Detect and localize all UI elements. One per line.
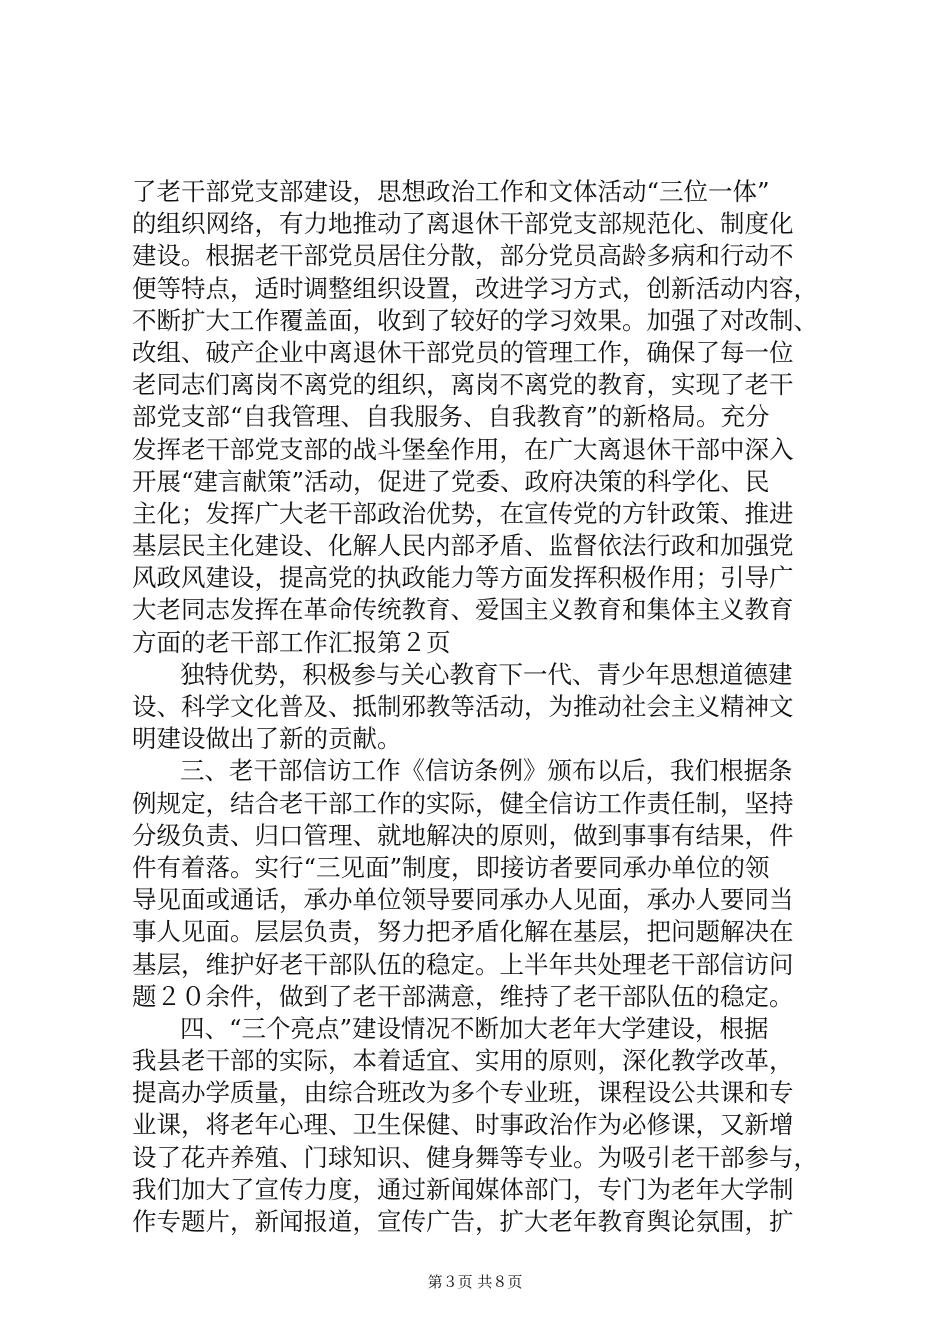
text-line: 了老干部党支部建设，思想政治工作和文体活动“三位一体”: [132, 177, 770, 206]
text-line: 开展“建言献策”活动，促进了党委、政府决策的科学化、民: [132, 466, 770, 496]
page-footer: [0, 1272, 950, 1292]
text-line: 事人见面。层层负责，努力把矛盾化解在基层，把问题解决在: [132, 917, 794, 947]
text-line: 风政风建设，提高党的执政能力等方面发挥积极作用；引导广: [132, 563, 794, 593]
text-line: 部党支部“自我管理、自我服务、自我教育”的新格局。充分: [132, 402, 770, 432]
text-line: 分级负责、归口管理、就地解决的原则，做到事事有结果，件: [132, 820, 794, 850]
text-line: 设、科学文化普及、抵制邪教等活动，为推动社会主义精神文: [132, 692, 794, 721]
text-line: 件有着落。实行“三见面”制度，即接访者要同承办单位的领: [132, 852, 770, 882]
document-body: [132, 176, 822, 1238]
text-line: 设了花卉养殖、门球知识、健身舞等专业。为吸引老干部参与，: [132, 1142, 818, 1172]
text-line: 老同志们离岗不离党的组织，离岗不离党的教育，实现了老干: [132, 370, 794, 400]
paragraph-first-line: 独特优势，积极参与关心教育下一代、青少年思想道德建: [180, 659, 793, 689]
text-line: 基层民主化建设、化解人民内部矛盾、监督依法行政和加强党: [132, 531, 794, 561]
paragraph-first-line: 四、“三个亮点”建设情况不断加大老年大学建设，根据: [180, 1013, 769, 1043]
text-line: 作专题片，新闻报道，宣传广告，扩大老年教育舆论氛围，扩: [132, 1207, 794, 1236]
text-line: 例规定，结合老干部工作的实际，健全信访工作责任制，坚持: [132, 788, 794, 818]
text-line: 不断扩大工作覆盖面，收到了较好的学习效果。加强了对改制、: [132, 305, 818, 335]
text-line: 方面的老干部工作汇报第２页: [132, 627, 451, 657]
text-line: 的组织网络，有力地推动了离退休干部党支部规范化、制度化: [132, 209, 794, 239]
text-line: 便等特点，适时调整组织设置，改进学习方式，创新活动内容，: [132, 273, 818, 303]
text-line: 业课，将老年心理、卫生保健、时事政治作为必修课，又新增: [132, 1110, 794, 1140]
text-line: 大老同志发挥在革命传统教育、爱国主义教育和集体主义教育: [132, 595, 794, 625]
text-line: 发挥老干部党支部的战斗堡垒作用，在广大离退休干部中深入: [132, 434, 794, 464]
text-line: 主化；发挥广大老干部政治优势，在宣传党的方针政策、推进: [132, 498, 794, 528]
text-line: 题２０余件，做到了老干部满意，维持了老干部队伍的稳定。: [132, 981, 794, 1011]
page-number-indicator: 第３页 共８页: [427, 1273, 523, 1291]
text-line: 导见面或通话，承办单位领导要同承办人见面，承办人要同当: [132, 885, 794, 915]
text-line: 提高办学质量，由综合班改为多个专业班，课程设公共课和专: [132, 1078, 794, 1108]
text-line: 我县老干部的实际，本着适宜、实用的原则，深化教学改革，: [132, 1046, 794, 1076]
text-line: 建设。根据老干部党员居住分散，部分党员高龄多病和行动不: [132, 241, 794, 271]
paragraph-first-line: 三、老干部信访工作《信访条例》颁布以后，我们根据条: [180, 756, 793, 786]
text-line: 改组、破产企业中离退休干部党员的管理工作，确保了每一位: [132, 337, 794, 367]
text-line: 我们加大了宣传力度，通过新闻媒体部门，专门为老年大学制: [132, 1174, 794, 1204]
text-line: 明建设做出了新的贡献。: [132, 724, 402, 754]
text-line: 基层，维护好老干部队伍的稳定。上半年共处理老干部信访问: [132, 949, 794, 979]
